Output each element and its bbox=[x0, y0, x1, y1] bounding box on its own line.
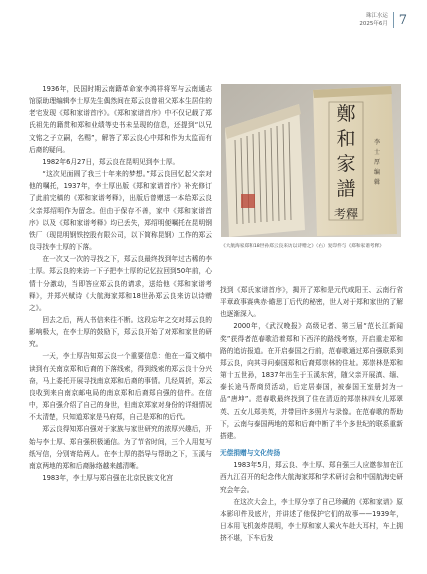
paragraph: 郑云良得知郑自强对于家族与家世研究的浓厚兴趣后，开始与李士厚、郑自强积极通信。为了节省时间，三个人用复写纸写信，分别寄给两人。在李士厚的指导与帮助之下，玉溪与南京两地的郑和后裔脉络越来越清晰。 bbox=[29, 425, 212, 470]
magazine-name: 珠江水运 bbox=[365, 13, 388, 19]
svg-text:家: 家 bbox=[336, 153, 356, 175]
page-number: 7 bbox=[398, 12, 407, 28]
photo-caption: 《大航海家郑和18世孙郑云良来访以诗赠之》（右）复印件与《郑和家谱考释》 bbox=[221, 244, 384, 249]
paragraph: “这次见面圆了我三十年来的梦想。”郑云良回忆起父亲对他的嘱托，1937年，李士厚出版《郑和家谱首序》补充修订了此前完稿的《郑和家谱考释》，出版后曾赠送一本给郑云良父亲郑绍明作为留念。但由于保存不善，家中《郑和家谱首序》以及《郑和家谱考释》均已丢失，郑绍明便嘱托在昆明钢铁厂（现昆明钢铁控股有限公司，以下简称昆钢）工作的郑云良寻找李士厚的下落。 bbox=[29, 170, 212, 252]
book-photo bbox=[221, 84, 401, 237]
paragraph: 在这次大会上，李士厚分享了自己珍藏的《郑和家谱》原本影印件及底片，并讲述了他保护它们的故事——1939年，日本用飞机轰炸昆明，李士厚和家人乘火车赴大耳村，车上拥挤不堪，下车后发 bbox=[220, 497, 403, 543]
book-cover bbox=[313, 86, 397, 236]
page-header bbox=[359, 8, 407, 32]
svg-text:譜: 譜 bbox=[336, 178, 356, 200]
left-column bbox=[29, 83, 212, 484]
svg-text:编: 编 bbox=[373, 169, 381, 176]
paragraph: 2000年，《武汉晚报》高级记者、第三届“范长江新闻奖”获得者范春歌沿着郑和下西洋的路线考察，开启重走郑和路的追访报道。在开启泰国之行前，范春歌通过郑自强联系到郑云良，向其寻问泰国郑和后裔郑崇林的住址。郑崇林是郑和第十五世孙，1837年出生于玉溪东营，随父亲开展滇、缅、泰长途马帮商贸活动，后定居泰国，被泰国王室册封为一品“唐坤”。范春歌最终找到了住在清迈的郑崇林四女儿郑翠英、五女儿郑美英，并带回许多照片与录像。在范春歌的帮助下，云南与泰国两地的郑和后裔中断了半个多世纪的联系重新搭建。 bbox=[220, 322, 403, 440]
svg-text:和: 和 bbox=[336, 128, 356, 150]
svg-text:鄭: 鄭 bbox=[336, 103, 356, 125]
header-divider bbox=[393, 12, 394, 28]
section-heading: 无偿捐赠与文化传扬 bbox=[220, 449, 281, 458]
paragraph: 1983年，李士厚与郑自强在北京民族文化宫 bbox=[42, 474, 174, 482]
svg-text:辑: 辑 bbox=[373, 179, 381, 186]
svg-text:士: 士 bbox=[373, 149, 381, 156]
book-photo-illustration bbox=[221, 84, 401, 237]
svg-text:考釋: 考釋 bbox=[333, 207, 359, 221]
paragraph: 1983年5月，郑云良、李士厚、郑自强三人应邀参加在江西九江召开的纪念伟大航海家郑和学术研讨会和中国航海史研究会年会。 bbox=[220, 461, 403, 494]
svg-text:厚: 厚 bbox=[373, 159, 381, 166]
paragraph: 在一次又一次的寻找之下，郑云良最终找到年过古稀的李士厚。郑云良的来访一下子把李士厚的记忆拉回到50年前，心情十分激动，当即答应郑云良的请求，送给他《郑和家谱考释》，并郑兴赋诗《大航海家郑和18世孙郑云良来访以诗赠之》。 bbox=[29, 255, 212, 312]
right-column bbox=[220, 284, 403, 544]
paragraph: 1936年，民国时期云南籍革命家李鸿祥将军与云南通志馆原助理编辑李士厚先生偶然间在郑云良曾祖父郑本生居住的老宅发现《郑和家谱首序》。《郑和家谱首序》中不仅记载了郑氏祖先的籍贯和郑和业绩等史书未呈现的信息，还提到“以兄文铭之子立嗣，名赐”，解答了郑云良心中郑和作为太监而有后裔的疑问。 bbox=[29, 85, 212, 154]
issue-date: 2025年6月 bbox=[359, 21, 388, 27]
paragraph: 回去之后，两人书信来往不断。这段忘年之交对郑云良的影响极大，在李士厚的鼓励下，郑云良开始了对郑和家世的研究。 bbox=[29, 315, 212, 349]
svg-text:李: 李 bbox=[373, 139, 381, 146]
paragraph: 1982年6月27日，郑云良在昆明见到李士厚。 bbox=[42, 157, 180, 166]
paragraph: 找到《郑氏家谱首序》，揭开了郑和是元代咸阳王、云南行省平章政事赛典赤·瞻思丁后代的秘密，世人对于郑和家世的了解也逐渐深入。 bbox=[220, 286, 403, 319]
paragraph: 一天，李士厚告知郑云良一个重要信息：他在一篇文稿中读到有关南京郑和后裔的下落线索，得到线索的郑云良十分兴奋，马上委托开展寻找南京郑和后裔的事情。几经周折，郑云良收到来自南京邮电局的南京郑和后裔郑自强的信件。在信中，郑自强介绍了自己的身世，但南京郑家对身份的详细情况不太清楚，只知道郑家是马府郑，自己是郑和的后代。 bbox=[29, 352, 212, 422]
header-meta bbox=[359, 12, 388, 28]
